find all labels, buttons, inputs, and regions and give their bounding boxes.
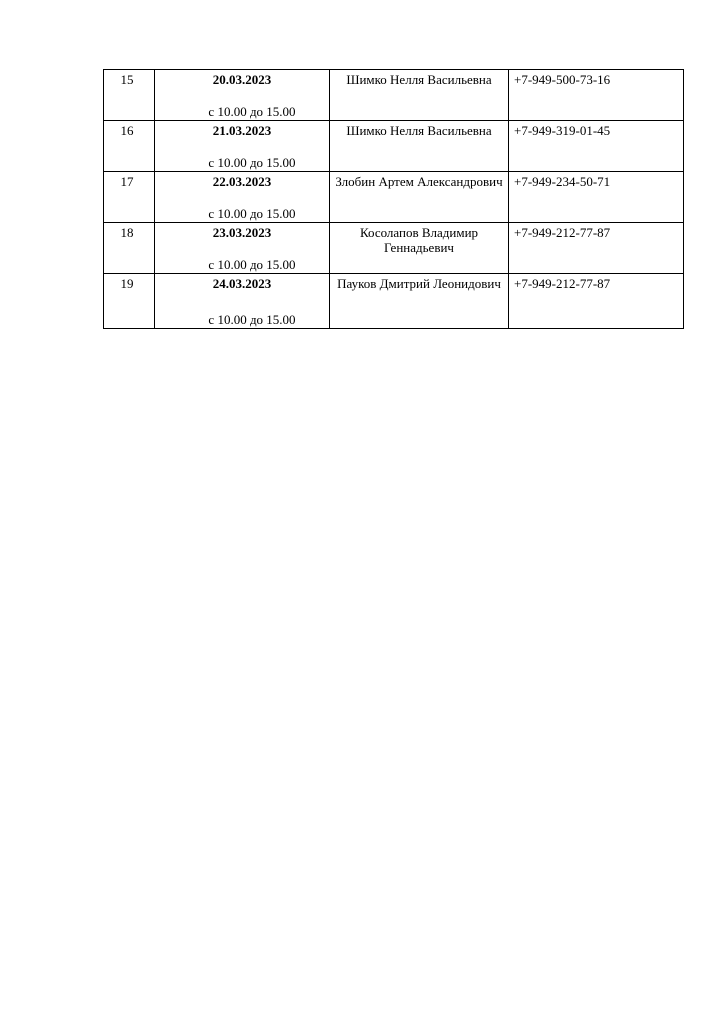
name-cell [330,172,509,223]
date-cell [155,121,330,172]
person-name: Пауков Дмитрий Леонидович [337,276,501,291]
person-name: Шимко Нелля Васильевна [346,123,492,138]
row-number: 17 [120,174,134,189]
row-number-cell [104,274,155,329]
row-number-cell [104,223,155,274]
row-number-cell [104,121,155,172]
time-range: с 10.00 до 15.00 [208,312,296,327]
date-value: 23.03.2023 [212,225,272,240]
row-number: 15 [120,72,134,87]
phone-number: +7-949-319-01-45 [514,123,611,138]
date-value: 21.03.2023 [212,123,272,138]
phone-number: +7-949-212-77-87 [514,225,611,240]
phone-number: +7-949-500-73-16 [514,72,611,87]
date-value: 22.03.2023 [212,174,272,189]
phone-cell [509,121,684,172]
date-value: 24.03.2023 [212,276,272,291]
time-range: с 10.00 до 15.00 [208,257,296,272]
time-range: с 10.00 до 15.00 [208,155,296,170]
person-name: Косолапов Владимир Геннадьевич [359,225,479,255]
date-cell [155,172,330,223]
schedule-table [103,69,684,329]
phone-number: +7-949-212-77-87 [514,276,611,291]
date-cell [155,274,330,329]
phone-cell [509,223,684,274]
person-name: Шимко Нелля Васильевна [346,72,492,87]
row-number: 16 [120,123,134,138]
person-name: Злобин Артем Александрович [335,174,503,189]
time-range: с 10.00 до 15.00 [208,104,296,119]
row-number-cell [104,172,155,223]
date-cell [155,70,330,121]
date-value: 20.03.2023 [212,72,272,87]
name-cell [330,70,509,121]
name-cell [330,121,509,172]
phone-cell [509,172,684,223]
phone-cell [509,70,684,121]
name-cell [330,223,509,274]
table-row [104,172,684,223]
table-row [104,274,684,329]
row-number: 19 [120,276,134,291]
row-number-cell [104,70,155,121]
row-number: 18 [120,225,134,240]
phone-number: +7-949-234-50-71 [514,174,611,189]
name-cell [330,274,509,329]
time-range: с 10.00 до 15.00 [208,206,296,221]
table-row [104,223,684,274]
table-row [104,70,684,121]
table-row [104,121,684,172]
date-cell [155,223,330,274]
phone-cell [509,274,684,329]
